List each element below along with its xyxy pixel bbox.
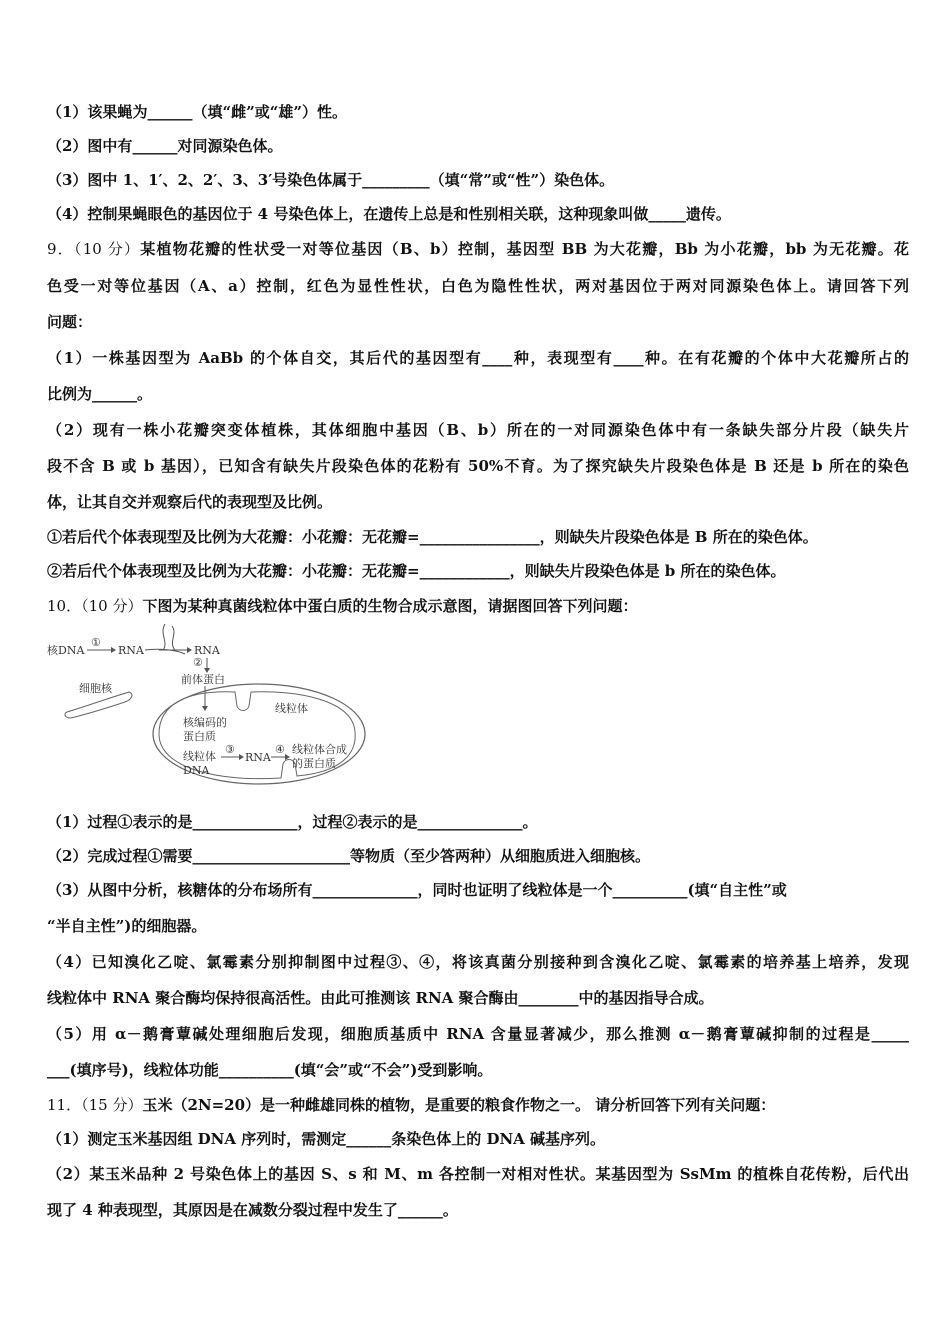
mitochondria-protein-diagram	[47, 622, 377, 792]
q11-stem	[47, 1095, 909, 1115]
label-mt-protein-2: 的蛋白质	[292, 757, 336, 770]
q9-part2-line2: 段不含 B 或 b 基因），已知含有缺失片段染色体的花粉有 50%不育。为了探究缺失片段染色体是 B 还是 b 所在的染色	[47, 457, 909, 475]
q10-part3-line1: （3）从图中分析，核糖体的分布场所有______________，同时也证明了线粒体是一个__________(填“自主性”或	[47, 881, 787, 899]
label-step3: ③	[225, 743, 235, 756]
q9-case2: ②若后代个体表现型及比例为大花瓣：小花瓣：无花瓣=____________，则缺失片段染色体是 b 所在的染色体。	[47, 562, 786, 580]
q8-part3: （3）图中 1、1′、2、2′、3、3′号染色体属于_________（填“常”或“性”）染色体。	[47, 171, 615, 189]
label-mt-dna-2: DNA	[183, 764, 210, 777]
q9-number: 9．	[47, 240, 74, 258]
q9-case1: ①若后代个体表现型及比例为大花瓣：小花瓣：无花瓣=________________，则缺失片段染色体是 B 所在的染色体。	[47, 528, 818, 546]
q8-part4: （4）控制果蝇眼色的基因位于 4 号染色体上，在遗传上总是和性别相关联，这种现象叫做_____遗传。	[47, 205, 731, 223]
label-step1: ①	[91, 636, 101, 649]
label-rna-2: RNA	[194, 644, 220, 657]
label-mitochondrion: 线粒体	[275, 702, 308, 715]
q9-part1-line1: （1）一株基因型为 AaBb 的个体自交，其后代的基因型有____种，表现型有____种。在有花瓣的个体中大花瓣所占的	[47, 349, 909, 367]
label-mt-protein-1: 线粒体合成	[292, 743, 347, 756]
label-nuclear-dna: 核DNA	[47, 644, 85, 657]
label-mt-dna-1: 线粒体	[183, 750, 216, 763]
arrowhead-step3	[239, 754, 244, 760]
arrowhead-import	[202, 706, 208, 711]
q10-part5-line1: （5）用 α－鹅膏蕈碱处理细胞后发现，细胞质基质中 RNA 含量显著减少，那么推测 α－鹅膏蕈碱抑制的过程是_____	[47, 1025, 909, 1043]
q9-score: （10 分）	[74, 240, 141, 258]
q11-part2-line1: （2）某玉米品种 2 号染色体上的基因 S、s 和 M、m 各控制一对相对性状。某基因型为 SsMm 的植株自花传粉，后代出	[47, 1165, 909, 1183]
q9-stem-line3: 问题：	[47, 313, 93, 331]
label-precursor-protein: 前体蛋白	[181, 673, 225, 686]
q11-number: 11．	[47, 1096, 82, 1114]
q9-part2-line1: （2）现有一株小花瓣突变体植株，其体细胞中基因（B、b）所在的一对同源染色体中有一条缺失部分片段（缺失片	[47, 421, 909, 439]
q11-part2-line2: 现了 4 种表现型，其原因是在减数分裂过程中发生了______。	[47, 1201, 458, 1219]
q10-part3-line2: “半自主性”)的细胞器。	[47, 917, 207, 935]
q11-stem-text: 玉米（2N=20）是一种雌雄同株的植物，是重要的粮食作物之一。 请分析回答下列有关问题：	[142, 1096, 776, 1114]
q8-part1: （1）该果蝇为______（填“雌”或“雄”）性。	[47, 103, 347, 121]
q9-stem-line2: 色受一对等位基因（A、a）控制，红色为显性性状，白色为隐性性状，两对基因位于两对同源染色体上。请回答下列	[47, 277, 909, 295]
q9-stem-text1: 某植物花瓣的性状受一对等位基因（B、b）控制，基因型 BB 为大花瓣，Bb 为小花瓣，bb 为无花瓣。花	[140, 240, 909, 258]
label-step2: ②	[193, 656, 203, 669]
label-rna-1: RNA	[118, 644, 144, 657]
nucleus-envelope	[65, 692, 132, 718]
q9-part2-line3: 体，让其自交并观察后代的表现型及比例。	[47, 493, 333, 511]
arrowhead-rna-2	[187, 647, 192, 653]
q8-part2: （2）图中有______对同源染色体。	[47, 137, 283, 155]
q10-number: 10．	[47, 597, 82, 615]
q10-stem	[47, 596, 909, 616]
label-nucleus: 细胞核	[79, 682, 112, 695]
q9-part1-line2: 比例为______。	[47, 385, 153, 403]
label-step4: ④	[275, 743, 285, 756]
q11-part1: （1）测定玉米基因组 DNA 序列时，需测定______条染色体上的 DNA 碱基序列。	[47, 1130, 606, 1148]
q10-part4-line2: 线粒体中 RNA 聚合酶均保持很高活性。由此可推测该 RNA 聚合酶由________中的基因指导合成。	[47, 989, 714, 1007]
q11-score: （15 分）	[81, 1096, 143, 1114]
mrna-squiggle-2	[172, 626, 175, 650]
mrna-squiggle-1	[163, 624, 165, 650]
q10-part4-line1: （4）已知溴化乙啶、氯霉素分别抑制图中过程③、④，将该真菌分别接种到含溴化乙啶、氯霉素的培养基上培养，发现	[47, 953, 909, 971]
label-nuclear-protein-1: 核编码的	[183, 716, 227, 729]
label-rna-3: RNA	[245, 751, 271, 764]
q10-part5-line2: ___(填序号)，线粒体功能__________(填“会”或“不会”)受到影响。	[47, 1061, 493, 1079]
q10-part2: （2）完成过程①需要_____________________等物质（至少答两种）从细胞质进入细胞核。	[47, 847, 650, 865]
label-nuclear-protein-2: 蛋白质	[183, 730, 216, 743]
q10-stem-text: 下图为某种真菌线粒体中蛋白质的生物合成示意图，请据图回答下列问题：	[142, 597, 638, 615]
q10-part1: （1）过程①表示的是______________，过程②表示的是______________。	[47, 813, 538, 831]
q10-score: （10 分）	[81, 597, 143, 615]
arrowhead-step1	[111, 647, 116, 653]
q9-stem-line1	[47, 239, 909, 259]
